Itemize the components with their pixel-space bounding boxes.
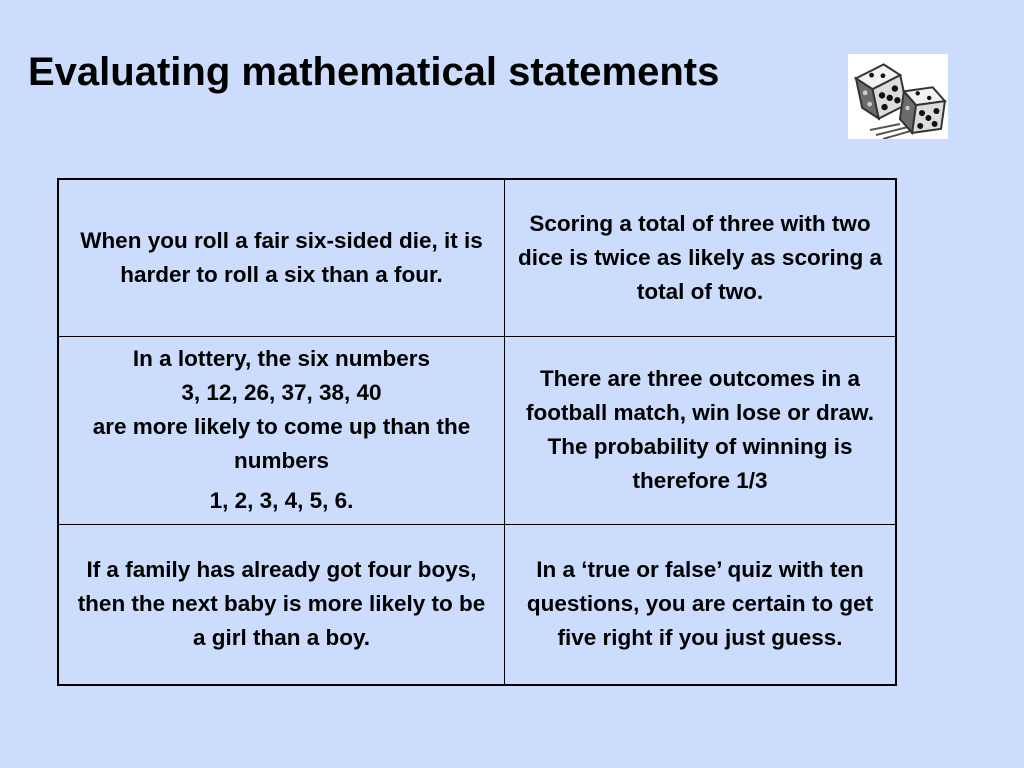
statement-line: 3, 12, 26, 37, 38, 40 [181, 380, 382, 405]
slide-title: Evaluating mathematical statements [28, 50, 720, 94]
table-row [58, 336, 896, 524]
statement-cell: There are three outcomes in a football match, win lose or draw. The probability of winning is therefore 1/3 [505, 336, 897, 524]
statement-cell [58, 336, 505, 524]
table-row [58, 524, 896, 685]
statement-line: 1, 2, 3, 4, 5, 6. [209, 488, 354, 513]
statement-cell: Scoring a total of three with two dice is twice as likely as scoring a total of two. [505, 179, 897, 336]
statement-line: In a lottery, the six numbers [132, 346, 431, 371]
statement-cell: If a family has already got four boys, then the next baby is more likely to be a girl than a boy. [58, 524, 505, 685]
statement-cell: When you roll a fair six-sided die, it is harder to roll a six than a four. [58, 179, 505, 336]
statement-line: are more likely to come up than the numbers [92, 414, 471, 473]
statement-cell: In a ‘true or false’ quiz with ten questions, you are certain to get five right if you just guess. [505, 524, 897, 685]
dice-icon [848, 54, 948, 139]
table-row [58, 179, 896, 336]
statements-table [57, 178, 897, 686]
